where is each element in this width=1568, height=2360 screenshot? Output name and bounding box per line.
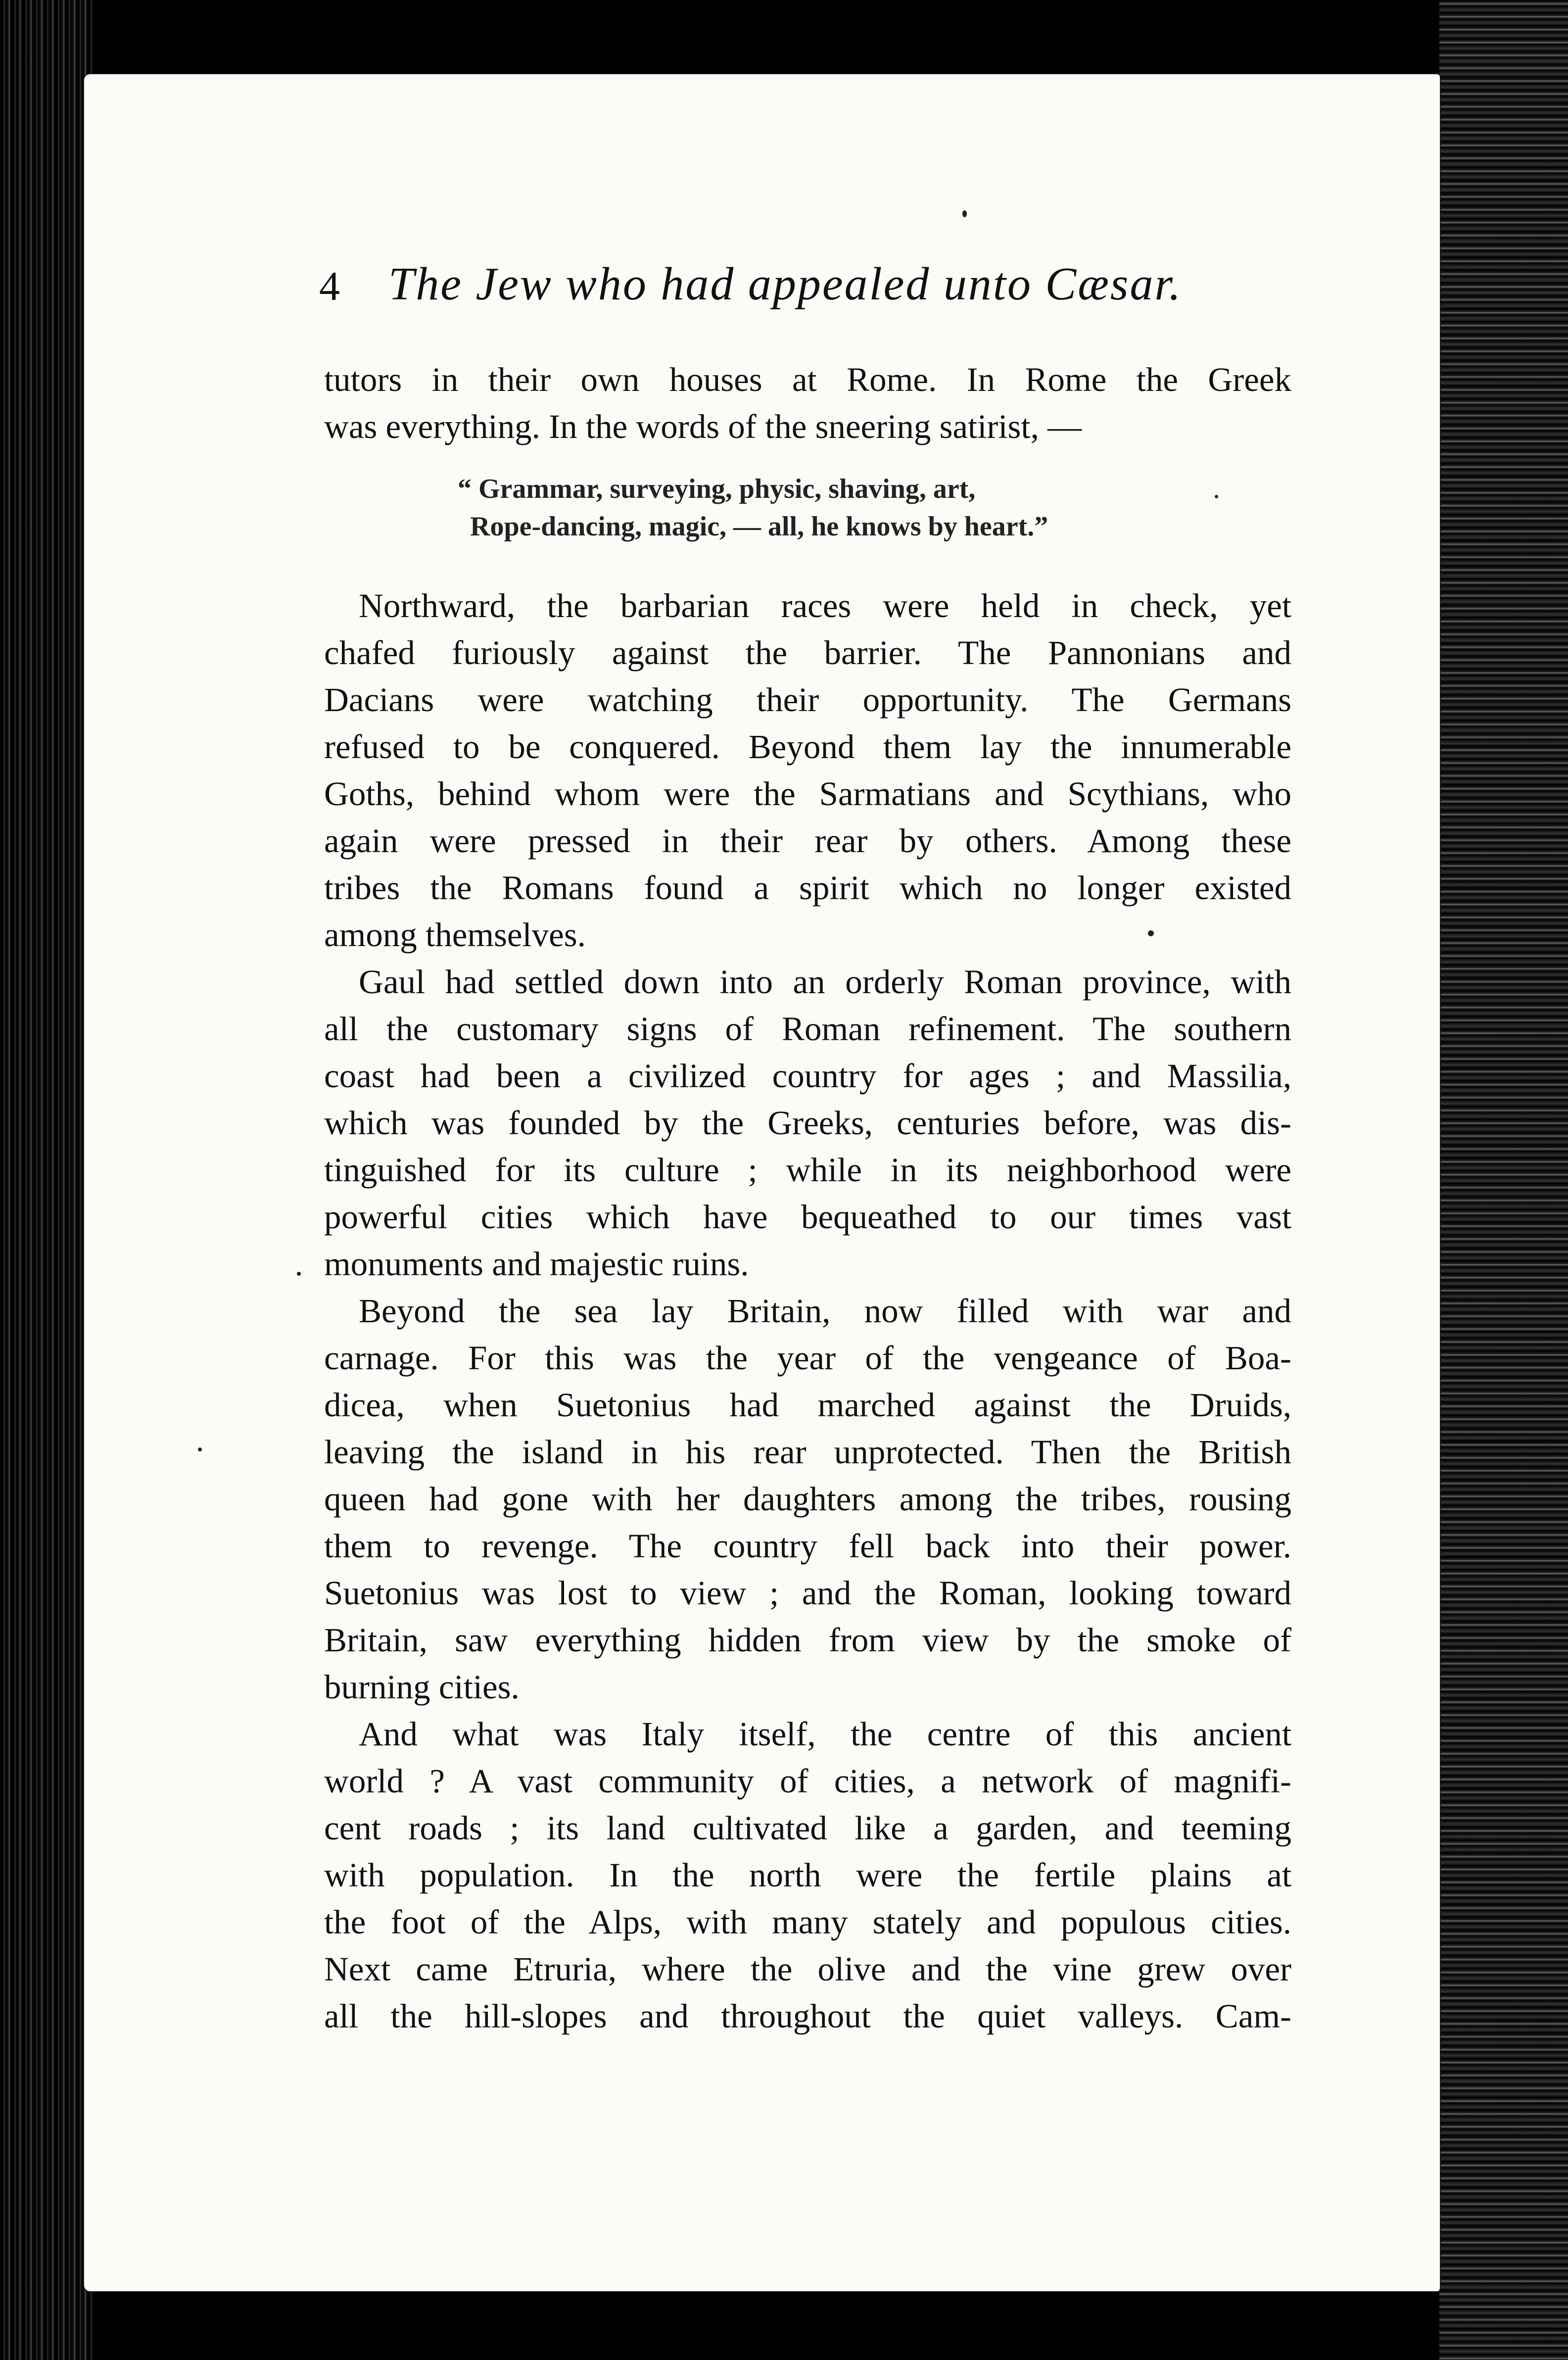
text-line: burning cities. — [324, 1668, 520, 1706]
text-line: Gaul had settled down into an orderly Roman province, with — [359, 963, 1291, 1001]
scan-speck — [1148, 930, 1154, 936]
text-line: coast had been a civilized country for ages ; and Massilia, — [324, 1057, 1291, 1095]
page-body — [324, 356, 1291, 2040]
text-line: world ? A vast community of cities, a network of magnifi- — [324, 1762, 1291, 1800]
text-line: the foot of the Alps, with many stately and populous cities. — [324, 1903, 1291, 1941]
text-line: Beyond the sea lay Britain, now filled with war and — [359, 1292, 1291, 1330]
text-line: which was founded by the Greeks, centuries before, was dis- — [324, 1104, 1291, 1142]
text-line: monuments and majestic ruins. — [324, 1245, 749, 1283]
text-line: powerful cities which have bequeathed to our times vast — [324, 1198, 1291, 1236]
book-spine-edge — [0, 0, 94, 2360]
text-line: Goths, behind whom were the Sarmatians and Scythians, who — [324, 775, 1291, 813]
text-line: chafed furiously against the barrier. The Pannonians and — [324, 634, 1291, 672]
text-line: Northward, the barbarian races were held in check, yet — [359, 587, 1291, 625]
text-line: Britain, saw everything hidden from view by the smoke of — [324, 1621, 1291, 1659]
page-header — [319, 257, 1309, 337]
text-line: And what was Italy itself, the centre of this ancient — [359, 1715, 1291, 1753]
scan-speck — [1215, 495, 1218, 498]
text-line: tutors in their own houses at Rome. In Rome the Greek — [324, 361, 1291, 398]
text-line: again were pressed in their rear by others. Among these — [324, 822, 1291, 860]
text-line: queen had gone with her daughters among the tribes, rousing — [324, 1480, 1291, 1518]
running-title: The Jew who had appealed unto Cæsar. — [388, 258, 1183, 310]
text-line: all the hill-slopes and throughout the quiet valleys. Cam- — [324, 1997, 1291, 2035]
paragraph — [324, 1711, 1291, 2040]
text-line: was everything. In the words of the sneering satirist, — — [324, 408, 1082, 445]
scan-speck — [297, 1272, 301, 1276]
quote-line: “ Grammar, surveying, physic, shaving, art, — [458, 474, 976, 504]
text-line: refused to be conquered. Beyond them lay the innumerable — [324, 728, 1291, 766]
text-line: them to revenge. The country fell back into their power. — [324, 1527, 1291, 1565]
text-line: with population. In the north were the fertile plains at — [324, 1856, 1291, 1894]
text-line: dicea, when Suetonius had marched against the Druids, — [324, 1386, 1291, 1424]
text-line: leaving the island in his rear unprotected. Then the British — [324, 1433, 1291, 1471]
text-line: all the customary signs of Roman refinement. The southern — [324, 1010, 1291, 1048]
quote-line: Rope-dancing, magic, — all, he knows by heart.” — [470, 511, 1048, 542]
paragraph — [324, 959, 1291, 1288]
text-line: tinguished for its culture ; while in its neighborhood were — [324, 1151, 1291, 1189]
text-line: Suetonius was lost to view ; and the Roman, looking toward — [324, 1574, 1291, 1612]
paragraph — [324, 582, 1291, 959]
scan-speck — [198, 1447, 202, 1451]
text-line: tribes the Romans found a spirit which no longer existed — [324, 869, 1291, 907]
page-fore-edge — [1439, 0, 1568, 2360]
verse-quotation — [458, 470, 1291, 545]
text-line: carnage. For this was the year of the vengeance of Boa- — [324, 1339, 1291, 1377]
text-line: among themselves. — [324, 916, 586, 954]
text-line: Next came Etruria, where the olive and the vine grew over — [324, 1950, 1291, 1988]
text-line: Dacians were watching their opportunity. The Germans — [324, 681, 1291, 719]
text-line: cent roads ; its land cultivated like a garden, and teeming — [324, 1809, 1291, 1847]
paragraph — [324, 1288, 1291, 1711]
scan-speck — [962, 210, 967, 217]
page-number: 4 — [319, 263, 340, 309]
